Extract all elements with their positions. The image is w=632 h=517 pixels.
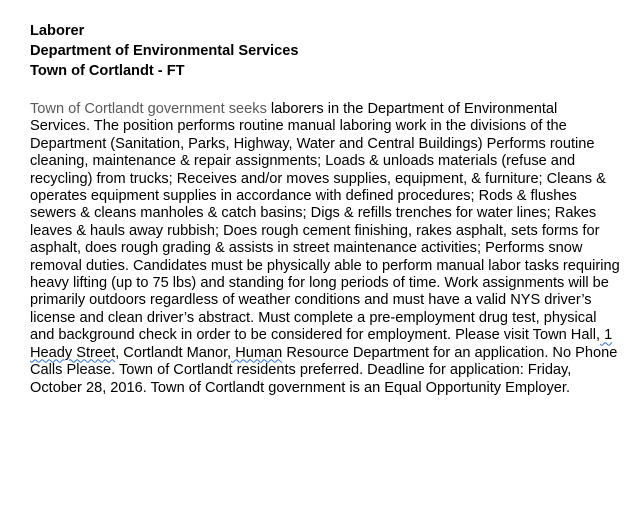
address-street: 1 Heady Street [30,327,613,361]
description-text-3: Resource Department for an application. No Phone Calls Please. Town of Cortlandt residents preferred. Deadline for application: Friday, October 28, 2016. Town of Cortlandt government is an Equal Opportunity Employer. [30,344,618,396]
job-posting [30,21,620,397]
department-name: Department of Environmental Services [30,43,299,59]
employer-name: Town of Cortlandt - FT [30,63,185,79]
human-word: Human [231,344,283,361]
job-description [30,101,620,397]
job-title: Laborer [30,23,85,39]
description-lead: Town of Cortlandt government seeks [30,101,267,117]
description-text-1: laborers in the Department of Environmental Services. The position performs routine manual laboring work in the divisions of the Department (Sanitation, Parks, Highway, Water and Central Buildings) Performs routine cleaning, maintenance & repair assignments; Loads & unloads materials (refuse and recycling) from trucks; Receives and/or moves supplies, equipment, & furniture; Cleans & operates equipment supplies in accordance with defined procedures; Rods & flushes sewers & cleans manholes & catch basins; Digs & refills trenches for water lines; Rakes leaves & hauls away rubbish; Does rough cement finishing, rakes asphalt, sets forms for asphalt, does rough grading & assists in street maintenance activities; Performs snow removal duties. Candidates must be physically able to perform manual labor tasks requiring heavy lifting (up to 75 lbs) and standing for long periods of time. Work assignments will be primarily outdoors regardless of weather conditions and must have a valid NYS driver’s license and clean driver’s abstract. Must complete a pre-employment drug test, physical and background check in order to be considered for employment. Please visit Town Hall, [30,101,620,344]
description-text-2: , Cortlandt Manor, [115,344,232,361]
